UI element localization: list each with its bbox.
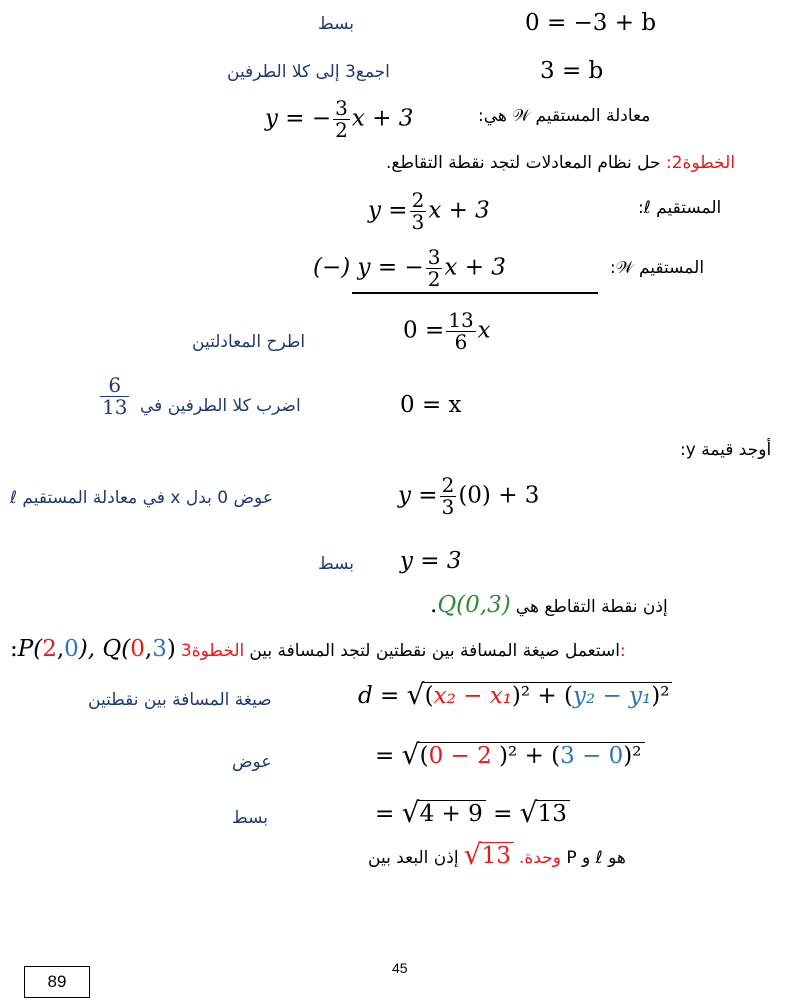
substitute-distance-label: عوض xyxy=(232,752,272,772)
simplify-2-label: بسط xyxy=(318,554,355,574)
simplify-3-equation: = √ 4 + 9 = √ 13 xyxy=(375,800,570,827)
substitute-distance-equation: = √ (0 − 2 )² + (3 − 0)² xyxy=(375,742,645,769)
add-three-label: اجمع3 إلى كلا الطرفين xyxy=(227,62,390,82)
line-w-equation: y = − $\frac{3}{2}$ x + 3 xyxy=(265,96,414,142)
page-number-box: 89 xyxy=(24,966,90,998)
simplify-3-label: بسط xyxy=(232,808,269,828)
multiply-fraction: $\frac{6}{13}$ xyxy=(102,373,128,419)
subtract-label: اطرح المعادلتين xyxy=(192,332,306,352)
simplify-equation: 0 = −3 + b xyxy=(525,10,657,36)
line-w-system-label: المستقيم 𝒲: xyxy=(610,258,705,278)
distance-formula-equation: d = √ (x₂ − x₁)² + (y₂ − y₁)² xyxy=(358,682,672,709)
line-w-system-equation: (−) y = − $\frac{3}{2}$ x + 3 xyxy=(313,245,506,291)
distance-formula-label: صيغة المسافة بين نقطتين xyxy=(88,690,272,710)
simplify-label: بسط xyxy=(318,14,355,34)
substitute-label: عوض 0 بدل x في معادلة المستقيم ℓ xyxy=(10,488,273,508)
intersection-line: .Q(0,3) إذن نقطة التقاطع هي xyxy=(430,592,668,618)
multiply-label: اضرب كلا الطرفين في xyxy=(140,396,301,416)
simplify-2-equation: y = 3 xyxy=(400,548,462,574)
subtract-equation: 0 = $\frac{13}{6}$ x xyxy=(403,308,491,354)
multiply-equation: 0 = x xyxy=(400,392,462,418)
line-l-equation: y = $\frac{2}{3}$ x + 3 xyxy=(368,188,490,234)
line-w-text: معادلة المستقيم 𝒲 هي: xyxy=(478,106,651,126)
subtraction-rule xyxy=(352,292,598,294)
substitute-equation: y = $\frac{2}{3}$ (0) + 3 xyxy=(398,473,540,519)
conclusion-line: وحدة. √ 13 إذن البعد بين P و ℓ هو xyxy=(368,838,626,871)
page-number-center: 45 xyxy=(392,960,408,976)
line-l-label: المستقيم ℓ: xyxy=(638,198,722,218)
step-3-line: :P(2,0), Q(0,3) استعمل صيغة المسافة بين نقطتين لتجد المسافة بين الخطوة3: xyxy=(10,636,626,662)
step-2-heading: الخطوة2: حل نظام المعادلات لتجد نقطة التقاطع. xyxy=(386,153,736,173)
find-y-text: أوجد قيمة y: xyxy=(680,440,772,460)
add-three-equation: 3 = b xyxy=(540,58,604,84)
